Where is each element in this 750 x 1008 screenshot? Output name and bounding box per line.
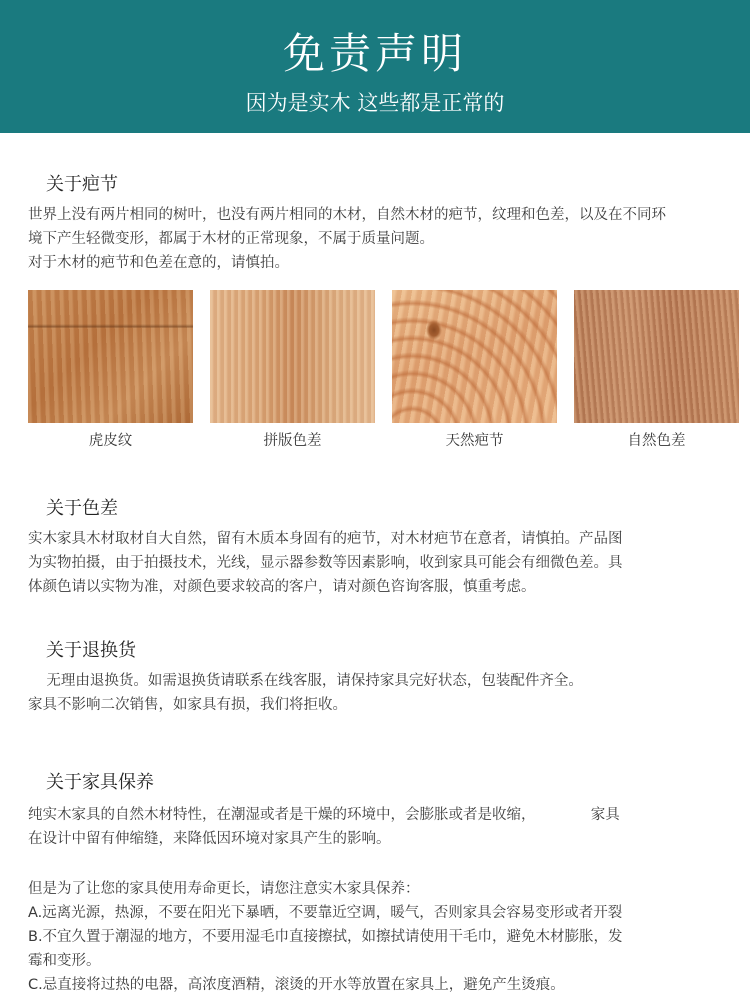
- care-tips: [28, 877, 738, 997]
- color-diff-section-title: 关于色差: [46, 498, 118, 519]
- knots-section-title: 关于疤节: [46, 174, 118, 195]
- wood-sample-label: 天然疤节: [445, 433, 504, 449]
- care-tip: A.远离光源，热源，不要在阳光下暴晒，不要靠近空调，暖气，否则家具会容易变形或者开裂: [28, 905, 623, 921]
- knots-line: 境下产生轻微变形，都属于木材的正常现象，不属于质量问题。: [28, 231, 434, 247]
- color-diff-line: 实木家具木材取材自大自然，留有木质本身固有的疤节，对木材疤节在意者，请慎拍。产品图: [28, 531, 623, 547]
- returns-line: 家具不影响二次销售，如家具有损，我们将拒收。: [28, 697, 347, 713]
- care-tip: 霉和变形。: [28, 953, 101, 969]
- color-diff-line: 体颜色请以实物为准，对颜色要求较高的客户，请对颜色咨询客服，慎重考虑。: [28, 579, 536, 595]
- natural-color-diff-wood-image: [574, 290, 739, 423]
- care-tips-intro: 但是为了让您的家具使用寿命更长，请您注意实木家具保养：: [28, 881, 420, 897]
- care-tip: B.不宜久置于潮湿的地方，不要用湿毛巾直接擦拭，如擦拭请使用干毛巾，避免木材膨胀，发: [28, 929, 623, 945]
- care-tip: C.忌直接将过热的电器，高浓度酒精，滚烫的开水等放置在家具上，避免产生烫痕。: [28, 977, 565, 993]
- returns-section-title: 关于退换货: [46, 640, 136, 661]
- care-line: 纯实木家具的自然木材特性，在潮湿或者是干燥的环境中，会膨胀或者是收缩， 家具: [28, 807, 620, 823]
- color-diff-line: 为实物拍摄，由于拍摄技术，光线，显示器参数等因素影响，收到家具可能会有细微色差。具: [28, 555, 623, 571]
- returns-description: [28, 669, 738, 717]
- panel-color-diff-wood-image: [210, 290, 375, 423]
- returns-line: 无理由退换货。如需退换货请联系在线客服，请保持家具完好状态，包装配件齐全。: [28, 673, 583, 689]
- wood-sample-label: 自然色差: [627, 433, 686, 449]
- knots-description: [28, 203, 738, 275]
- care-section-title: 关于家具保养: [46, 772, 154, 793]
- wood-sample-label: 拼版色差: [263, 433, 322, 449]
- page-subtitle: 因为是实木 这些都是正常的: [245, 91, 505, 115]
- knots-line: 对于木材的疤节和色差在意的，请慎拍。: [28, 255, 289, 271]
- tiger-stripe-wood-image: [28, 290, 193, 423]
- care-line: 在设计中留有伸缩缝，来降低因环境对家具产生的影响。: [28, 831, 391, 847]
- page-title: 免责声明: [282, 29, 467, 78]
- wood-sample-label: 虎皮纹: [88, 433, 133, 449]
- color-diff-description: [28, 527, 738, 599]
- knots-line: 世界上没有两片相同的树叶，也没有两片相同的木材，自然木材的疤节，纹理和色差，以及在不同环: [28, 207, 666, 223]
- care-description: [28, 803, 738, 851]
- header-banner: [0, 0, 750, 133]
- natural-knot-wood-image: [392, 290, 557, 423]
